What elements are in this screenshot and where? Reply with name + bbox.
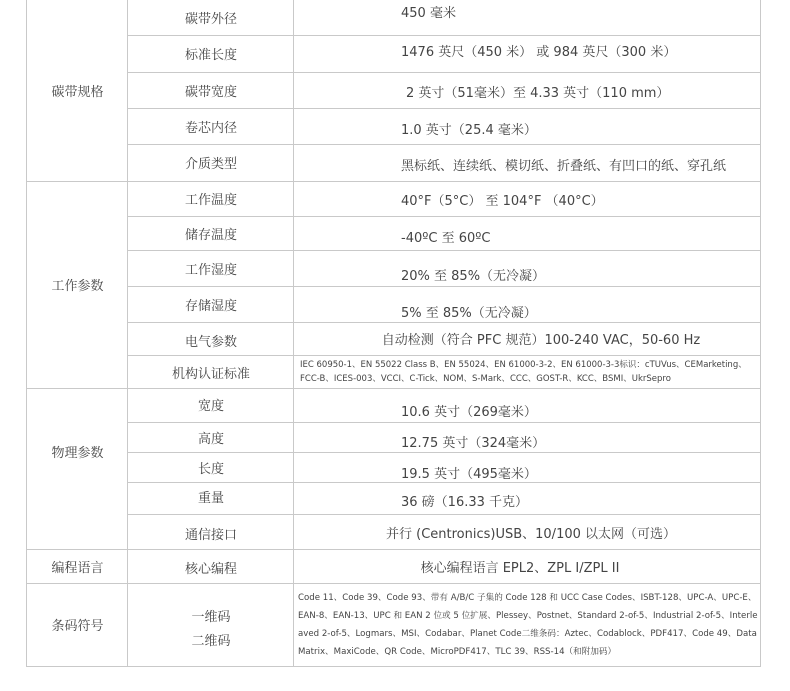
row-label-operating-humidity: 工作湿度 — [184, 262, 237, 278]
row-label-outer-diameter: 碳带外径 — [184, 12, 237, 27]
row-label-length: 长度 — [197, 461, 224, 477]
row-value-width: 10.6 英寸（269毫米） — [401, 404, 537, 420]
row-value-barcodes: Code 11、Code 39、Code 93、带有 A/B/C 子集的 Code 128 和 UCC Case Codes、ISBT-128、UPC-A、UPC-E、EAN-8、EAN-13、UPC 和 EAN 2 位或 5 位扩展、Plessey、Postnet、Standard 2-of-5、Industrial 2-of-5、Interleaved 2-of-5、Logmars、MSI、Codabar、Planet Code二维条码：Aztec、Codablock、PDF417、Code 49、Data Matrix、MaxiCode、QR Code、MicroPDF417、TLC 39、RSS-14（和附加码） — [298, 592, 758, 657]
group-physical-params: 物理参数 — [51, 445, 104, 461]
row-label-height: 高度 — [197, 431, 224, 447]
row-value-core-id: 1.0 英寸（25.4 毫米） — [401, 122, 537, 138]
label-1d-barcode: 一维码 — [191, 609, 231, 625]
row-label-ribbon-width: 碳带宽度 — [184, 84, 237, 100]
row-label-certification: 机构认证标准 — [171, 367, 250, 382]
row-value-certification: IEC 60950-1、EN 55022 Class B、EN 55024、EN 61000-3-2、EN 61000-3-3标识：cTUVus、CEMarketing、FCC-B、ICES-003、VCCI、C-Tick、NOM、S-Mark、CCC、GOST-R、KCC、BSMI、UkrSepro — [300, 359, 747, 384]
group-operating-params: 工作参数 — [51, 279, 104, 294]
label-2d-barcode: 二维码 — [191, 633, 231, 649]
grid-line — [760, 0, 761, 667]
row-label-width: 宽度 — [197, 398, 224, 414]
row-label-storage-temp: 储存温度 — [184, 227, 237, 243]
row-value-core-programming: 核心编程语言 EPL2、ZPL I/ZPL II — [420, 560, 620, 576]
row-label-standard-length: 标准长度 — [184, 48, 237, 63]
row-value-interface: 并行 (Centronics)USB、10/100 以太网（可选） — [385, 527, 677, 542]
grid-line — [26, 666, 761, 667]
row-value-media-type: 黑标纸、连续纸、模切纸、折叠纸、有凹口的纸、穿孔纸 — [401, 159, 727, 174]
group-ribbon-spec: 碳带规格 — [51, 85, 104, 100]
row-value-length: 19.5 英寸（495毫米） — [401, 466, 537, 482]
row-value-outer-diameter: 450 毫米 — [401, 6, 456, 21]
row-label-barcodes — [128, 583, 294, 666]
row-label-interface: 通信接口 — [184, 527, 237, 543]
row-value-operating-temp: 40°F（5°C） 至 104°F （40°C） — [401, 194, 604, 209]
row-label-operating-temp: 工作温度 — [184, 193, 237, 208]
row-value-weight: 36 磅（16.33 千克） — [401, 494, 529, 510]
row-label-core-id: 卷芯内径 — [184, 120, 237, 136]
row-value-electrical: 自动检测（符合 PFC 规范）100-240 VAC，50-60 Hz — [381, 333, 701, 348]
row-value-standard-length: 1476 英尺（450 米） 或 984 英尺（300 米） — [401, 45, 677, 60]
row-label-media-type: 介质类型 — [184, 157, 237, 172]
row-value-storage-humidity: 5% 至 85%（无冷凝） — [401, 305, 537, 321]
group-barcode-symbology: 条码符号 — [51, 619, 104, 634]
row-label-storage-humidity: 存储湿度 — [184, 298, 237, 314]
row-label-core-programming: 核心编程 — [184, 561, 237, 577]
row-label-weight: 重量 — [197, 490, 224, 506]
row-value-storage-temp: -40ºC 至 60ºC — [401, 230, 491, 246]
row-value-operating-humidity: 20% 至 85%（无冷凝） — [401, 268, 546, 284]
row-value-ribbon-width: 2 英寸（51毫米）至 4.33 英寸（110 mm） — [406, 85, 670, 101]
group-programming-language: 编程语言 — [51, 560, 104, 576]
row-value-height: 12.75 英寸（324毫米） — [401, 435, 546, 451]
row-label-electrical: 电气参数 — [184, 334, 237, 350]
